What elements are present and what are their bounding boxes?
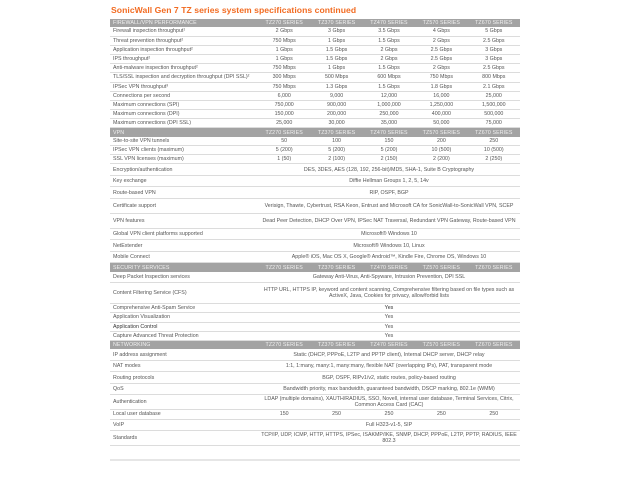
column-header: TZ370 SERIES xyxy=(310,19,362,27)
cell: 250 xyxy=(415,410,467,419)
section-header-networking xyxy=(110,341,520,350)
cell: 1 Gbps xyxy=(258,54,310,63)
row-label: QoS xyxy=(110,383,258,395)
table-row xyxy=(110,383,520,395)
cell: Yes xyxy=(258,331,520,340)
cell: 400,000 xyxy=(415,110,467,119)
table-row xyxy=(110,251,520,263)
cell: 2 (250) xyxy=(468,155,520,164)
cell: 2 Gbps xyxy=(415,36,467,45)
column-header: TZ470 SERIES xyxy=(363,19,415,27)
cell: Microsoft® Windows 10, Linux xyxy=(258,240,520,252)
cell: 12,000 xyxy=(363,91,415,100)
section-header-security xyxy=(110,263,520,272)
table-row xyxy=(110,322,520,331)
cell: 600 Mbps xyxy=(363,73,415,82)
cell: HTTP URL, HTTPS IP, keyword and content scanning, Comprehensive filtering based on file types such as ActiveX, Java, Cookies for privacy, allow/forbid lists xyxy=(258,283,520,304)
cell: 2.1 Gbps xyxy=(468,82,520,91)
cell: Apple® iOS, Mac OS X, Google® Android™, Kindle Fire, Chrome OS, Windows 10 xyxy=(258,251,520,263)
column-header: TZ470 SERIES xyxy=(363,263,415,272)
cell: 30,000 xyxy=(310,119,362,128)
column-header: TZ370 SERIES xyxy=(310,263,362,272)
cell: 900,000 xyxy=(310,100,362,109)
cell: 5 Gbps xyxy=(468,27,520,36)
column-header: TZ470 SERIES xyxy=(363,128,415,137)
row-label: Application Visualization xyxy=(110,313,258,322)
cell: 100 xyxy=(310,137,362,146)
table-row xyxy=(110,360,520,372)
table-row xyxy=(110,110,520,119)
row-label: NAT modes xyxy=(110,360,258,372)
cell: 10 (500) xyxy=(468,146,520,155)
column-header: TZ570 SERIES xyxy=(415,263,467,272)
row-label: NetExtender xyxy=(110,240,258,252)
cell: 200 xyxy=(415,137,467,146)
cell: DES, 3DES, AES (128, 192, 256-bit)/MD5, SHA-1, Suite B Cryptography xyxy=(258,164,520,176)
cell: Gateway Anti-Virus, Anti-Spyware, Intrusion Prevention, DPI SSL xyxy=(258,272,520,283)
table-row xyxy=(110,91,520,100)
cell: 150 xyxy=(258,410,310,419)
row-label: Mobile Connect xyxy=(110,251,258,263)
row-label: Site-to-site VPN tunnels xyxy=(110,137,258,146)
cell: 3.5 Gbps xyxy=(363,27,415,36)
table-row xyxy=(110,331,520,340)
cell: Static (DHCP, PPPoE, L2TP and PPTP client), Internal DHCP server, DHCP relay xyxy=(258,349,520,360)
cell: 50,000 xyxy=(415,119,467,128)
cell: 1 Gbps xyxy=(258,45,310,54)
cell: 25,000 xyxy=(258,119,310,128)
cell: 150,000 xyxy=(258,110,310,119)
row-label: TLS/SSL inspection and decryption throughput (DPI SSL)² xyxy=(110,73,258,82)
table-row xyxy=(110,164,520,176)
cell: BGP, OSPF, RIPv1/v2, static routes, policy-based routing xyxy=(258,372,520,384)
cell: 2.5 Gbps xyxy=(415,54,467,63)
table-row xyxy=(110,272,520,283)
cell: 1:1, 1:many, many:1, many:many, flexible NAT (overlapping IPs), PAT, transparent mode xyxy=(258,360,520,372)
cell: 5 (200) xyxy=(363,146,415,155)
table-row xyxy=(110,372,520,384)
page-title: SonicWall Gen 7 TZ series system specifications continued xyxy=(111,5,357,15)
cell: Dead Peer Detection, DHCP Over VPN, IPSec NAT Traversal, Redundant VPN Gateway, Route-based VPN xyxy=(258,213,520,228)
cell: 1.8 Gbps xyxy=(415,82,467,91)
section-title: VPN xyxy=(110,128,258,137)
table-row xyxy=(110,431,520,446)
row-label: VPN features xyxy=(110,213,258,228)
section-title: NETWORKING xyxy=(110,341,258,350)
cell: TCP/IP, UDP, ICMP, HTTP, HTTPS, IPSec, ISAKMP/IKE, SNMP, DHCP, PPPoE, L2TP, PPTP, RADIUS, IEEE 802.3 xyxy=(258,431,520,446)
cell: Full H323-v1-5, SIP xyxy=(258,419,520,431)
cell: 6,000 xyxy=(258,91,310,100)
row-label: IPSec VPN clients (maximum) xyxy=(110,146,258,155)
cell: 1 (50) xyxy=(258,155,310,164)
cell: 2 (200) xyxy=(415,155,467,164)
row-label: Global VPN client platforms supported xyxy=(110,228,258,240)
column-header: TZ370 SERIES xyxy=(310,341,362,350)
row-label: Local user database xyxy=(110,410,258,419)
cell: 5 (200) xyxy=(310,146,362,155)
column-header: TZ570 SERIES xyxy=(415,128,467,137)
cell: 16,000 xyxy=(415,91,467,100)
column-header: TZ270 SERIES xyxy=(258,341,310,350)
column-header: TZ670 SERIES xyxy=(468,128,520,137)
cell: 250 xyxy=(468,410,520,419)
cell: 2 Gbps xyxy=(415,64,467,73)
specifications-table xyxy=(110,19,520,446)
row-label: Maximum connections (DPI) xyxy=(110,110,258,119)
row-label: IPSec VPN throughput³ xyxy=(110,82,258,91)
cell: Yes xyxy=(258,304,520,313)
table-row xyxy=(110,304,520,313)
cell: 4 Gbps xyxy=(415,27,467,36)
row-label: Authentication xyxy=(110,395,258,410)
table-row xyxy=(110,240,520,252)
column-header: TZ270 SERIES xyxy=(258,19,310,27)
cell: 150 xyxy=(363,137,415,146)
column-header: TZ270 SERIES xyxy=(258,263,310,272)
cell: Verisign, Thawte, Cybertrust, RSA Keon, Entrust and Microsoft CA for SonicWall-to-SonicWall VPN, SCEP xyxy=(258,198,520,213)
table-row xyxy=(110,45,520,54)
cell: 10 (500) xyxy=(415,146,467,155)
cell: 3 Gbps xyxy=(468,45,520,54)
section-header-vpn xyxy=(110,128,520,137)
cell: 2.5 Gbps xyxy=(415,45,467,54)
table-row xyxy=(110,213,520,228)
row-label: VoIP xyxy=(110,419,258,431)
table-row xyxy=(110,187,520,199)
table-row xyxy=(110,137,520,146)
table-row xyxy=(110,395,520,410)
cell: 2 Gbps xyxy=(363,45,415,54)
table-row xyxy=(110,119,520,128)
row-label: Maximum connections (SPI) xyxy=(110,100,258,109)
column-header: TZ570 SERIES xyxy=(415,19,467,27)
cell: 2.5 Gbps xyxy=(468,64,520,73)
cell: Microsoft® Windows 10 xyxy=(258,228,520,240)
cell: 1 Gbps xyxy=(310,64,362,73)
cell: 2.5 Gbps xyxy=(468,36,520,45)
row-label: Encryption/authentication xyxy=(110,164,258,176)
column-header: TZ370 SERIES xyxy=(310,128,362,137)
table-row xyxy=(110,54,520,63)
cell: 1 Gbps xyxy=(310,36,362,45)
section-title: SECURITY SERVICES xyxy=(110,263,258,272)
cell: 2 Gbps xyxy=(258,27,310,36)
cell: RIP, OSPF, BGP xyxy=(258,187,520,199)
cell: 300 Mbps xyxy=(258,73,310,82)
cell: 250,000 xyxy=(363,110,415,119)
cell: 750 Mbps xyxy=(258,36,310,45)
cell: 250 xyxy=(468,137,520,146)
row-label: Firewall inspection throughput¹ xyxy=(110,27,258,36)
table-row xyxy=(110,175,520,187)
table-row xyxy=(110,349,520,360)
row-label: Maximum connections (DPI SSL) xyxy=(110,119,258,128)
cell: LDAP (multiple domains), XAUTH/RADIUS, SSO, Novell, internal user database, Terminal Services, Citrix, Common Access Card (CAC) xyxy=(258,395,520,410)
row-label: Threat prevention throughput² xyxy=(110,36,258,45)
column-header: TZ270 SERIES xyxy=(258,128,310,137)
column-header: TZ570 SERIES xyxy=(415,341,467,350)
cell: 9,000 xyxy=(310,91,362,100)
cell: 1.5 Gbps xyxy=(363,82,415,91)
cell: 800 Mbps xyxy=(468,73,520,82)
cell: 2 (100) xyxy=(310,155,362,164)
table-row xyxy=(110,27,520,36)
cell: 2 (150) xyxy=(363,155,415,164)
row-label: Application inspection throughput² xyxy=(110,45,258,54)
column-header: TZ470 SERIES xyxy=(363,341,415,350)
cell: 1.5 Gbps xyxy=(310,54,362,63)
cell: 1,500,000 xyxy=(468,100,520,109)
cell: 3 Gbps xyxy=(310,27,362,36)
cell: 3 Gbps xyxy=(468,54,520,63)
table-row xyxy=(110,155,520,164)
cell: 500 Mbps xyxy=(310,73,362,82)
row-label: Anti-malware inspection throughput² xyxy=(110,64,258,73)
table-row xyxy=(110,82,520,91)
cell: 200,000 xyxy=(310,110,362,119)
row-label: Comprehensive Anti-Spam Service xyxy=(110,304,258,313)
cell: 1.5 Gbps xyxy=(310,45,362,54)
section-header-firewall xyxy=(110,19,520,27)
table-row xyxy=(110,228,520,240)
row-label: Routing protocols xyxy=(110,372,258,384)
cell: 1,000,000 xyxy=(363,100,415,109)
column-header: TZ670 SERIES xyxy=(468,263,520,272)
cell: 5 (200) xyxy=(258,146,310,155)
row-label: Application Control xyxy=(110,322,258,331)
table-row xyxy=(110,64,520,73)
cell: 750 Mbps xyxy=(258,64,310,73)
cell: 35,000 xyxy=(363,119,415,128)
table-footer-rule xyxy=(110,459,520,461)
cell: 1,250,000 xyxy=(415,100,467,109)
row-label: Certificate support xyxy=(110,198,258,213)
cell: 1.5 Gbps xyxy=(363,64,415,73)
column-header: TZ670 SERIES xyxy=(468,19,520,27)
cell: 1.5 Gbps xyxy=(363,36,415,45)
cell: Yes xyxy=(258,313,520,322)
cell: Diffie Hellman Groups 1, 2, 5, 14v xyxy=(258,175,520,187)
table-row xyxy=(110,410,520,419)
row-label: IPS throughput² xyxy=(110,54,258,63)
row-label: Key exchange xyxy=(110,175,258,187)
cell: 750,000 xyxy=(258,100,310,109)
cell: 25,000 xyxy=(468,91,520,100)
row-label: Deep Packet Inspection services xyxy=(110,272,258,283)
cell: 750 Mbps xyxy=(415,73,467,82)
cell: 500,000 xyxy=(468,110,520,119)
table-row xyxy=(110,100,520,109)
row-label: Route-based VPN xyxy=(110,187,258,199)
cell: 50 xyxy=(258,137,310,146)
row-label: Standards xyxy=(110,431,258,446)
table-row xyxy=(110,73,520,82)
cell: 250 xyxy=(363,410,415,419)
table-row xyxy=(110,36,520,45)
cell: 1.3 Gbps xyxy=(310,82,362,91)
row-label: Content Filtering Service (CFS) xyxy=(110,283,258,304)
table-row xyxy=(110,419,520,431)
cell: 75,000 xyxy=(468,119,520,128)
row-label: Connections per second xyxy=(110,91,258,100)
cell: 2 Gbps xyxy=(363,54,415,63)
section-title: FIREWALL/VPN PERFORMANCE xyxy=(110,19,258,27)
cell: 250 xyxy=(310,410,362,419)
table-row xyxy=(110,198,520,213)
row-label: Capture Advanced Threat Protection xyxy=(110,331,258,340)
column-header: TZ670 SERIES xyxy=(468,341,520,350)
cell: 750 Mbps xyxy=(258,82,310,91)
table-row xyxy=(110,146,520,155)
table-row xyxy=(110,283,520,304)
row-label: SSL VPN licenses (maximum) xyxy=(110,155,258,164)
table-row xyxy=(110,313,520,322)
row-label: IP address assignment xyxy=(110,349,258,360)
cell: Yes xyxy=(258,322,520,331)
cell: Bandwidth priority, max bandwidth, guaranteed bandwidth, DSCP marking, 802.1e (WMM) xyxy=(258,383,520,395)
